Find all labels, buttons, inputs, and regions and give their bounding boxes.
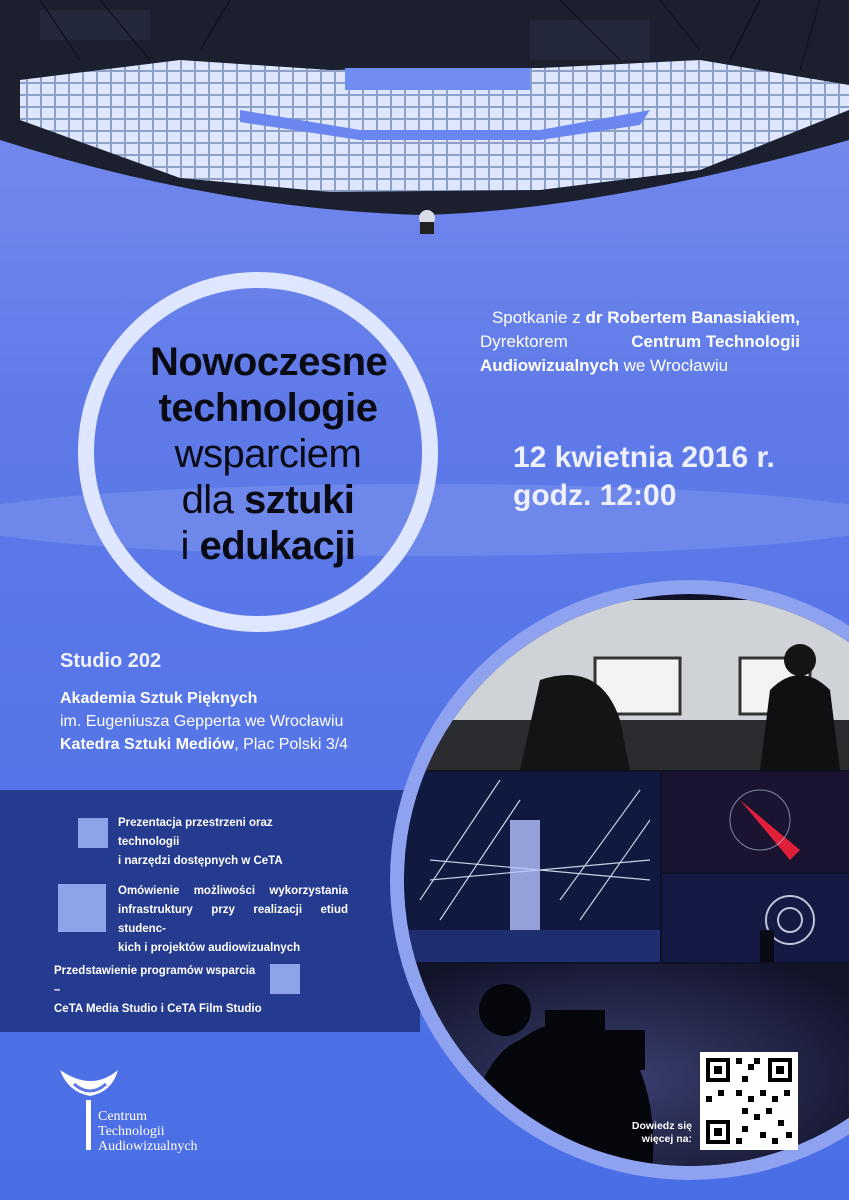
title-line-5-bold: edukacji <box>199 524 356 568</box>
more-info-label <box>620 1120 692 1146</box>
logo-line-3: Audiowizualnych <box>98 1139 198 1154</box>
event-time: godz. 12:00 <box>513 479 677 512</box>
meeting-line-1 <box>480 306 800 329</box>
meeting-role: Dyrektorem <box>480 332 568 351</box>
title-line-1: Nowoczesne <box>150 340 388 384</box>
more-info-line-2: więcej na: <box>641 1133 692 1145</box>
title-line-5-prefix: i <box>180 524 200 568</box>
meeting-intro: Spotkanie z <box>491 308 586 327</box>
title-line-5 <box>150 524 386 568</box>
venue-academy: Akademia Sztuk Pięknych <box>60 690 258 707</box>
more-info-line-1: Dowiedz się <box>631 1120 692 1132</box>
agenda-item-1-line-1: Prezentacja przestrzeni oraz technologii <box>118 817 273 848</box>
agenda-item-2-line-2: infrastruktury przy realizacji etiud studenc- <box>118 904 348 935</box>
agenda-item-2-line-3: kich i projektów audiowizualnych <box>118 942 301 954</box>
venue-department: Katedra Sztuki Mediów <box>60 736 235 753</box>
agenda-bullet-3 <box>270 964 300 994</box>
logo-line-1: Centrum <box>98 1109 147 1124</box>
meeting-city: we Wrocławiu <box>618 356 729 375</box>
venue-academy-full: im. Eugeniusza Gepperta we Wrocławiu <box>60 713 344 730</box>
agenda-item-3 <box>54 962 264 1019</box>
title-line-3: wsparciem <box>174 432 362 476</box>
qr-code <box>700 1052 798 1150</box>
agenda-item-2 <box>118 882 348 958</box>
title-line-4-prefix: dla <box>181 478 245 522</box>
venue-studio: Studio 202 <box>60 650 162 672</box>
venue-address: , Plac Polski 3/4 <box>234 736 349 753</box>
meeting-line-3 <box>480 354 800 377</box>
event-date: 12 kwietnia 2016 r. <box>513 441 775 474</box>
meeting-person: dr Robertem Banasiakiem, <box>585 308 800 327</box>
agenda-bullet-2 <box>58 884 106 932</box>
logo-line-2: Technologii <box>98 1124 165 1139</box>
agenda-bullet-1 <box>78 818 108 848</box>
title-line-2: technologie <box>158 386 378 430</box>
agenda-item-1-line-2: i narzędzi dostępnych w CeTA <box>118 855 283 867</box>
agenda-item-3-line-1: Przedstawienie programów wsparcia – <box>54 965 256 996</box>
title-line-4 <box>150 478 386 522</box>
agenda-item-3-line-2: CeTA Media Studio i CeTA Film Studio <box>54 1003 262 1015</box>
agenda-item-2-line-1: Omówienie możliwości wykorzystania <box>118 885 348 897</box>
meeting-org2: Audiowizualnych <box>480 356 619 375</box>
title-line-4-bold: sztuki <box>244 478 355 522</box>
meeting-org1: Centrum Technologii <box>631 332 800 351</box>
meeting-line-2 <box>480 330 800 353</box>
venue-department-line <box>60 734 348 756</box>
agenda-item-1 <box>118 814 334 871</box>
